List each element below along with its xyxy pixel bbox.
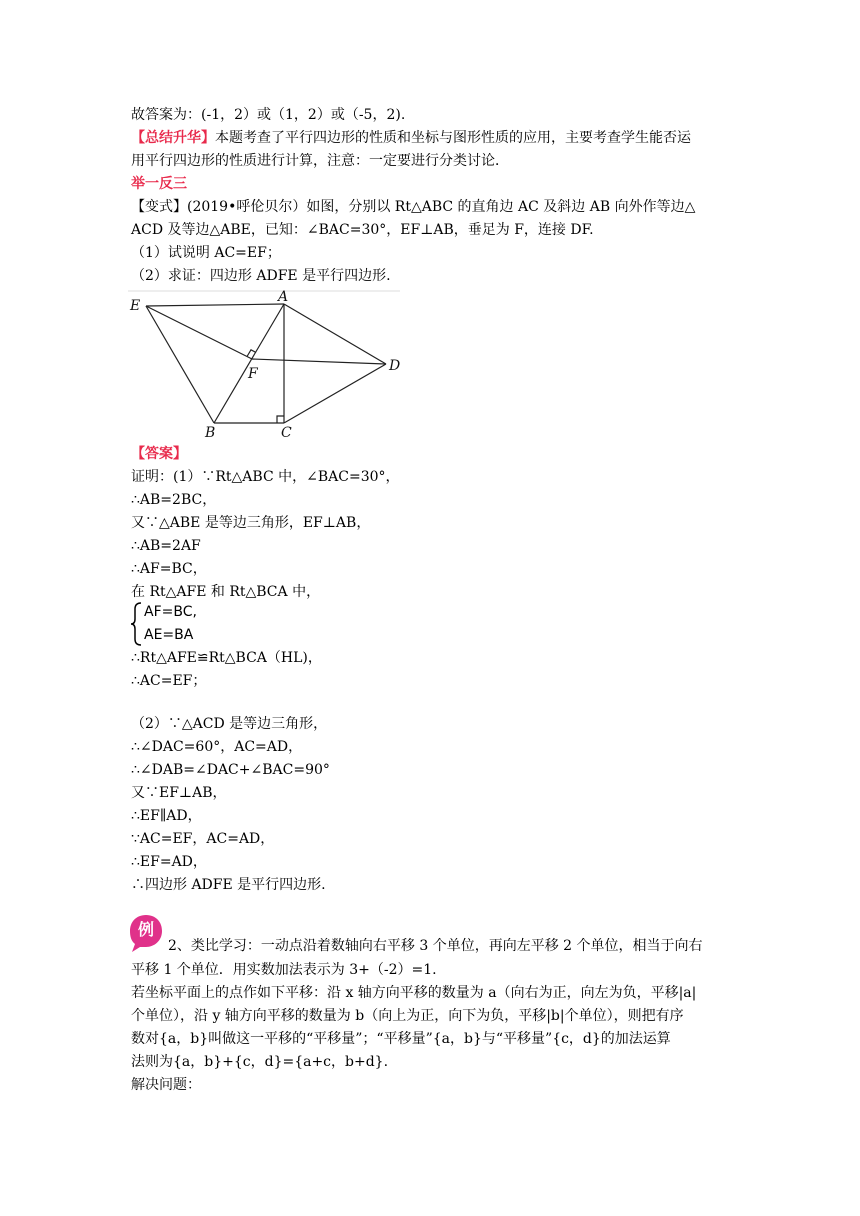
question-2: （2）求证：四边形 ADFE 是平行四边形. (131, 268, 391, 284)
system-equation-2: AE=BA (144, 627, 194, 643)
segment-EA (146, 304, 284, 306)
geometry-figure (128, 288, 408, 440)
summary-text-2: 用平行四边形的性质进行计算，注意：一定要进行分类讨论． (131, 153, 509, 169)
label-C: C (281, 425, 292, 440)
example2-line-7: 解决问题： (131, 1077, 201, 1093)
summary-text: 本题考查了平行四边形的性质和坐标与图形性质的应用，主要考查学生能否运 (215, 130, 691, 146)
variant-line-1: 【变式】(2019•呼伦贝尔）如图，分别以 Rt△ABC 的直角边 AC 及斜边 AB 向外作等边△ (131, 199, 696, 215)
system-equation-1: AF=BC, (144, 604, 197, 620)
label-D: D (389, 358, 401, 374)
proof-line-11: ∴∠DAB=∠DAC+∠BAC=90° (131, 762, 330, 778)
proof-line-1: 证明：(1）∵Rt△ABC 中，∠BAC=30°， (131, 469, 400, 485)
left-brace-icon (131, 602, 143, 646)
proof-line-15: ∴EF=AD， (131, 854, 207, 870)
previous-answer: 故答案为：(-1，2）或（1，2）或（-5，2). (131, 107, 406, 123)
question-1: （1）试说明 AC=EF； (131, 245, 281, 261)
segment-AB (214, 304, 284, 423)
example2-line-2: 平移 1 个单位．用实数加法表示为 3+（-2）=1. (131, 962, 437, 978)
system-comma: , (192, 604, 197, 620)
summary-tag: 【总结升华】 (131, 130, 215, 146)
proof-line-9: （2）∵△ACD 是等边三角形， (131, 716, 328, 732)
proof-line-6: 在 Rt△AFE 和 Rt△BCA 中， (131, 584, 321, 600)
proof-line-13: ∴EF∥AD， (131, 808, 202, 824)
label-B: B (205, 425, 216, 440)
proof-line-10: ∴∠DAC=60°，AC=AD， (131, 739, 303, 755)
variant-line-2: ACD 及等边△ABE，已知：∠BAC=30°，EF⊥AB，垂足为 F，连接 DF. (131, 222, 594, 238)
example2-line-1: 2、类比学习：一动点沿着数轴向右平移 3 个单位，再向左平移 2 个单位，相当于向右 (168, 938, 703, 954)
proof-line-4: ∴AB=2AF (131, 538, 201, 554)
label-E: E (130, 298, 141, 314)
example2-line-5: 数对{a，b}叫做这一平移的“平移量”；“平移量”{a，b}与“平移量”{c，d}的加法运算 (131, 1031, 671, 1047)
proof-line-5: ∴AF=BC， (131, 561, 207, 577)
proof-line-14: ∵AC=EF，AC=AD， (131, 831, 275, 847)
proof-line-2: ∴AB=2BC， (131, 492, 217, 508)
proof-line-7: ∴Rt△AFE≌Rt△BCA（HL)， (131, 650, 322, 666)
proof-line-16: ∴四边形 ADFE 是平行四边形. (131, 877, 326, 893)
example2-line-6: 法则为{a，b}+{c，d}={a+c，b+d}. (131, 1054, 389, 1070)
proof-line-3: 又∵△ABE 是等边三角形，EF⊥AB， (131, 515, 371, 531)
label-A: A (278, 289, 289, 305)
segment-AD (284, 304, 386, 364)
right-angle-mark-C (277, 416, 284, 423)
proof-line-8: ∴AC=EF； (131, 673, 207, 689)
example2-line-4: 个单位），沿 y 轴方向平移的数量为 b（向上为正，向下为负，平移|b|个单位），则把有序 (131, 1008, 684, 1024)
segment-FD (252, 359, 386, 364)
extend-title: 举一反三 (131, 176, 187, 192)
example2-line-3: 若坐标平面上的点作如下平移：沿 x 轴方向平移的数量为 a（向右为正，向左为负，平移|a| (131, 985, 697, 1001)
example-badge-label: 例 (137, 920, 154, 939)
answer-tag: 【答案】 (131, 446, 187, 462)
summary-paragraph (131, 128, 691, 148)
label-F: F (248, 366, 258, 382)
segment-CD (284, 364, 386, 423)
proof-line-12: 又∵EF⊥AB， (131, 785, 227, 801)
